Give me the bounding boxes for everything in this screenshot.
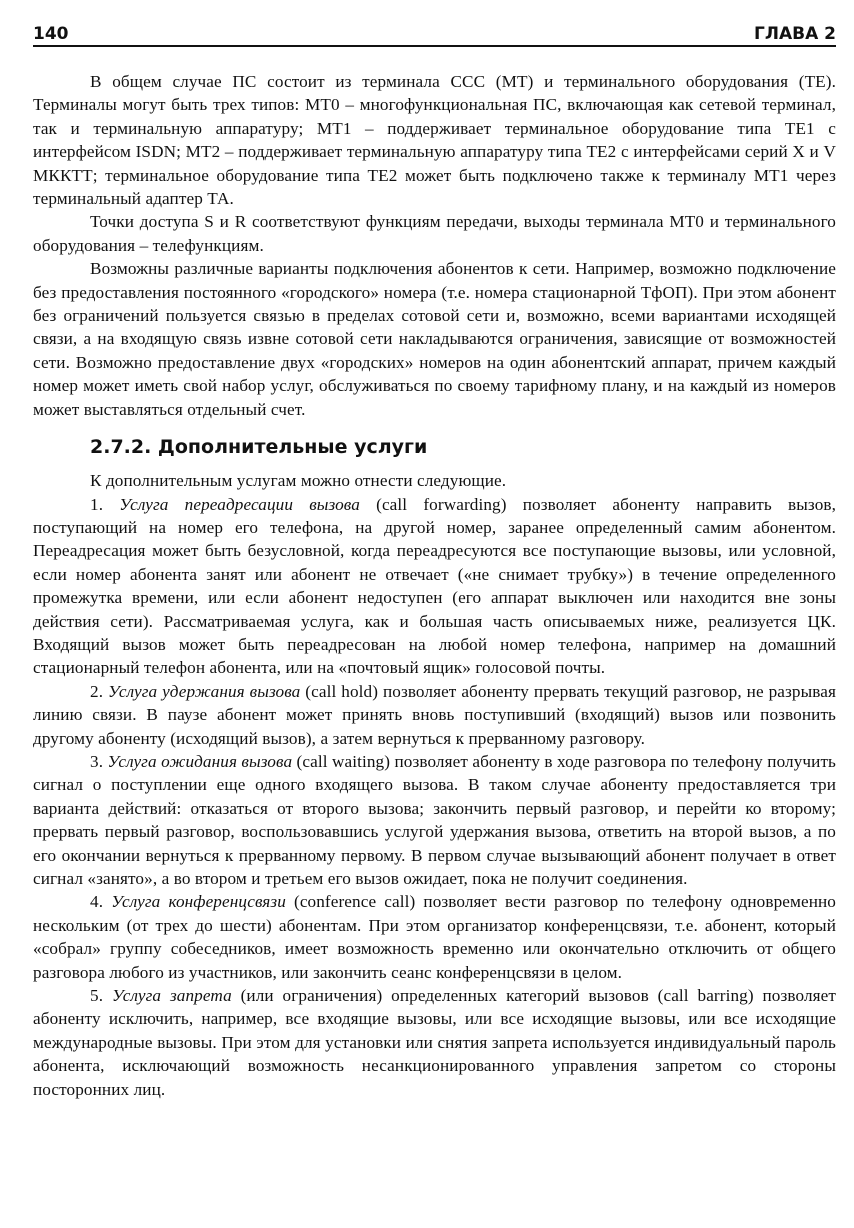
list-item <box>33 750 836 890</box>
list-item <box>33 984 836 1101</box>
item-term: Услуга ожидания вызова <box>107 751 293 771</box>
item-term: Услуга запрета <box>111 986 232 1006</box>
item-text: (conference call) позволяет вести разговор по телефону одновременно нескольким (от трех до шести) абонентам. При этом организатор конференцсвязи, т.е. абонент, который «собрал» группу собеседников, имеет возможность временно или окончательно отключить от общего разговора любого из участников, или закончить сеанс конференцсвязи в целом. <box>33 892 836 982</box>
item-number: 5. <box>90 986 112 1006</box>
item-number: 3. <box>90 751 108 771</box>
item-text: (или ограничения) определенных категорий вызовов (call barring) позволяет абоненту исключить, например, все входящие вызовы, или все исходящие вызовы, или все исходящие международные вызовы. При этом для установки или снятия запрета используется индивидуальный пароль абонента, исключающий возможность несанкционированного управления запретом со стороны посторонних лиц. <box>33 986 836 1099</box>
section-lead: К дополнительным услугам можно отнести следующие. <box>90 471 507 491</box>
body-text <box>33 70 836 1101</box>
item-term: Услуга переадресации вызова <box>119 494 360 514</box>
item-number: 2. <box>90 681 109 701</box>
list-item <box>33 493 836 680</box>
item-text: (call hold) позволяет абоненту прервать текущий разговор, не разрывая линию связи. В паузе абонент может принять вновь поступивший (входящий) вызов или позвонить другому абоненту (исходящий вызов), а затем вернуться к прерванному разговору. <box>33 681 836 748</box>
paragraph: В общем случае ПС состоит из терминала ССС (МТ) и терминального оборудования (ТЕ). Терминалы могут быть трех типов: МТ0 – многофункциональная ПС, включающая как сетевой терминал, так и терминальную аппаратуру; МТ1 – поддерживает терминальное оборудование типа ТЕ1 с интерфейсом ISDN; МТ2 – поддерживает терминальную аппаратуру типа ТЕ2 с интерфейсами серий X и V МККТТ; терминальное оборудование типа ТЕ2 может быть подключено также к терминалу МТ1 через терминальный адаптер ТА. <box>33 72 836 209</box>
item-number: 4. <box>90 892 112 912</box>
chapter-label: ГЛАВА 2 <box>754 24 836 44</box>
list-item <box>33 890 836 984</box>
item-text: (call forwarding) позволяет абоненту направить вызов, поступающий на номер его телефона, на другой номер, заранее определенный самим абонентом. Переадресация может быть безусловной, когда переадресуются все поступающие вызовы, или условной, если номер абонента занят или абонент не отвечает («не снимает трубку») в течение определенного промежутка времени, или если абонент недоступен (его аппарат выключен или находится вне зоны действия сети). Рассматриваемая услуга, как и большая часть описываемых ниже, реализуется ЦК. Входящий вызов может быть переадресован на любой номер телефона, например на домашний стационарный телефон абонента, или на «почтовый ящик» голосовой почты. <box>33 494 836 678</box>
running-header <box>33 20 836 44</box>
item-term: Услуга конференцсвязи <box>111 892 286 912</box>
item-text: (call waiting) позволяет абоненту в ходе разговора по телефону получить сигнал о поступлении еще одного входящего вызова. В таком случае абоненту предоставляется три варианта действий: отказаться от второго вызова; закончить первый разговор, и перейти ко второму; прервать первый разговор, воспользовавшись услугой удержания вызова, ответить на второй вызов, а по его окончании вернуться к прерванному первому. В первом случае вызывающий абонент получает в ответ сигнал «занято», а во втором и третьем его вызов ожидает, пока не получит соединения. <box>33 751 836 888</box>
list-item <box>33 680 836 750</box>
paragraph: Возможны различные варианты подключения абонентов к сети. Например, возможно подключение без предоставления постоянного «городского» номера (т.е. номера стационарной ТфОП). При этом абонент без ограничений пользуется связью в пределах сотовой сети и, возможно, всеми вариантами исходящей связи, а на входящую связь извне сотовой сети накладываются ограничения, зависящие от возможностей сети. Возможно предоставление двух «городских» номеров на один абонентский аппарат, причем каждый номер может иметь свой набор услуг, обслуживаться по своему тарифному плану, и на каждый из номеров может выставляться отдельный счет. <box>33 259 836 419</box>
page-number: 140 <box>33 24 69 44</box>
item-term: Услуга удержания вызова <box>108 681 301 701</box>
header-rule <box>33 45 836 47</box>
item-number: 1. <box>90 494 120 514</box>
paragraph: Точки доступа S и R соответствуют функциям передачи, выходы терминала МТ0 и терминального оборудования – телефункциям. <box>33 212 836 255</box>
section-heading: 2.7.2. Дополнительные услуги <box>90 436 428 459</box>
